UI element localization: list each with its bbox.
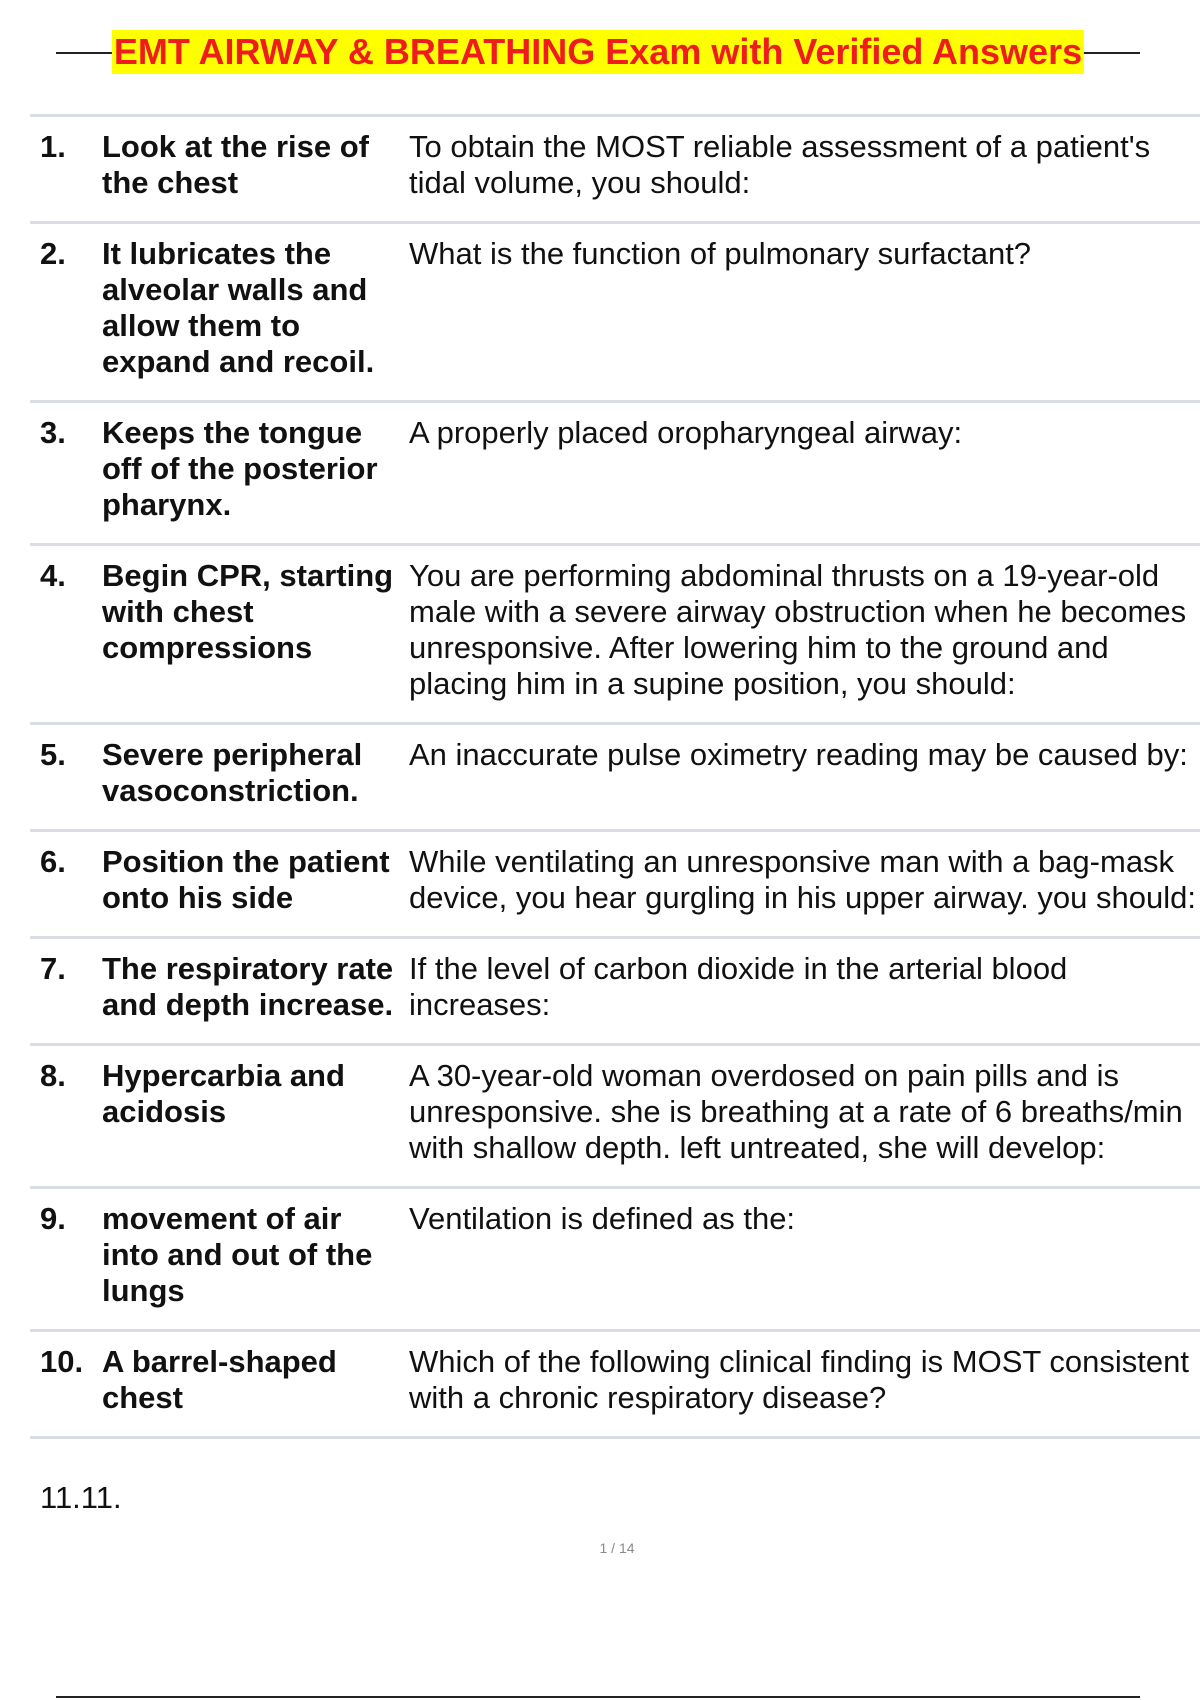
- title-bar: [56, 30, 1140, 74]
- table-row: [30, 223, 1200, 402]
- row-number: 9.: [30, 1188, 101, 1331]
- question-text: You are performing abdominal thrusts on a 19-year-old male with a severe airway obstruction when he becomes unresponsive. After lowering him to the ground and placing him in a supine position, you should:: [408, 545, 1200, 724]
- footer-rule: [56, 1696, 1140, 1698]
- question-text: A 30-year-old woman overdosed on pain pills and is unresponsive. she is breathing at a rate of 6 breaths/min with shallow depth. left untreated, she will develop:: [408, 1045, 1200, 1188]
- question-text: Which of the following clinical finding is MOST consistent with a chronic respiratory disease?: [408, 1331, 1200, 1438]
- row-number: 3.: [30, 402, 101, 545]
- document-title: EMT AIRWAY & BREATHING Exam with Verified Answers: [113, 31, 1083, 72]
- qa-table: [30, 114, 1200, 1439]
- question-text: If the level of carbon dioxide in the arterial blood increases:: [408, 938, 1200, 1045]
- answer-term: Position the patient onto his side: [101, 831, 408, 938]
- table-row: [30, 938, 1200, 1045]
- table-row: [30, 1188, 1200, 1331]
- table-row: [30, 1331, 1200, 1438]
- answer-term: Hypercarbia and acidosis: [101, 1045, 408, 1188]
- table-row: [30, 1045, 1200, 1188]
- trailing-text: 11.11.: [40, 1480, 122, 1515]
- row-number: 7.: [30, 938, 101, 1045]
- answer-term: It lubricates the alveolar walls and allow them to expand and recoil.: [101, 223, 408, 402]
- table-row: [30, 402, 1200, 545]
- row-number: 10.: [30, 1331, 101, 1438]
- question-text: Ventilation is defined as the:: [408, 1188, 1200, 1331]
- row-number: 6.: [30, 831, 101, 938]
- question-text: What is the function of pulmonary surfactant?: [408, 223, 1200, 402]
- answer-term: movement of air into and out of the lungs: [101, 1188, 408, 1331]
- answer-term: Keeps the tongue off of the posterior pharynx.: [101, 402, 408, 545]
- question-text: To obtain the MOST reliable assessment of a patient's tidal volume, you should:: [408, 116, 1200, 223]
- row-number: 8.: [30, 1045, 101, 1188]
- row-number: 5.: [30, 724, 101, 831]
- table-row: [30, 545, 1200, 724]
- table-row: [30, 116, 1200, 223]
- answer-term: Begin CPR, starting with chest compressions: [101, 545, 408, 724]
- answer-term: Look at the rise of the chest: [101, 116, 408, 223]
- answer-term: The respiratory rate and depth increase.: [101, 938, 408, 1045]
- page-number: 1 / 14: [599, 1540, 635, 1556]
- table-row: [30, 724, 1200, 831]
- question-text: A properly placed oropharyngeal airway:: [408, 402, 1200, 545]
- row-number: 2.: [30, 223, 101, 402]
- question-text: While ventilating an unresponsive man with a bag-mask device, you hear gurgling in his upper airway. you should:: [408, 831, 1200, 938]
- answer-term: Severe peripheral vasoconstriction.: [101, 724, 408, 831]
- question-text: An inaccurate pulse oximetry reading may be caused by:: [408, 724, 1200, 831]
- table-row: [30, 831, 1200, 938]
- row-number: 4.: [30, 545, 101, 724]
- answer-term: A barrel-shaped chest: [101, 1331, 408, 1438]
- row-number: 1.: [30, 116, 101, 223]
